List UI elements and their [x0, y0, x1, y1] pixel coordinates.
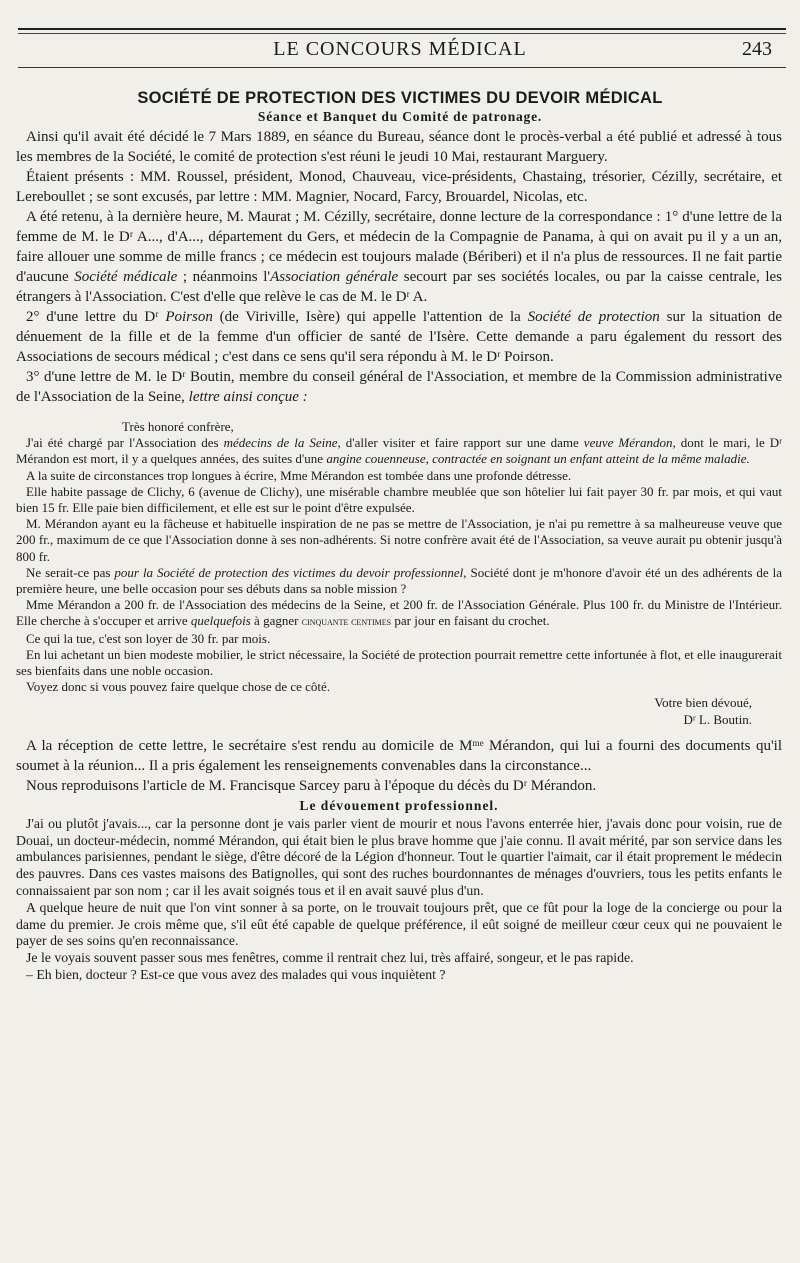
letter-paragraph: A la suite de circonstances trop longues à écrire, Mme Mérandon est tombée dans une profonde détresse. — [26, 467, 572, 483]
quote-paragraph: A quelque heure de nuit que l'on vint sonner à sa porte, on le trouvait toujours prêt, que ce fût pour la loge de la concierge ou pour la dame du premier. Je crois même que, s'il eût été capable de quelque préférence, il eût soigné de meilleur cœur ceux qui ne pouvaient le payer de ses soins qu'en reconnaissance. — [16, 899, 782, 949]
running-title: LE CONCOURS MÉDICAL — [273, 38, 527, 60]
followup-section — [16, 736, 782, 796]
paragraph: A été retenu, à la dernière heure, M. Maurat ; M. Cézilly, secrétaire, donne lecture de la correspondance : 1° d'une lettre de la femme de M. le Dʳ A..., d'A..., département du Gers, et médecin de la Compagnie de Panama, à qui on avait pu il y a un an, faire allouer une somme de mille francs ; ce médecin est toujours malade (Bériberi) et il n'a plus de ressources. Il ne fait partie d'aucune Société médicale ; néanmoins l'Association générale secourt par ses sociétés locales, ou par la caisse centrale, les étrangers à l'Association. C'est d'elle que relève le cas de M. le Dʳ A. — [16, 209, 782, 305]
article-title: SOCIÉTÉ DE PROTECTION DES VICTIMES DU DEVOIR MÉDICAL — [137, 89, 663, 107]
paragraph: Étaient présents : MM. Roussel, président, Monod, Chauveau, vice-présidents, Chastaing, trésorier, Cézilly, secrétaire, et Lereboullet ; se sont excusés, par lettre : MM. Magnier, Nocard, Farcy, Brouardel, Nicolas, etc. — [16, 169, 782, 205]
letter-paragraph: Elle habite passage de Clichy, 6 (avenue de Clichy), une misérable chambre meublée que son hôtelier lui fait payer 30 fr. par mois, et qui vaut bien 15 fr. Elle paie bien difficilement, et elle est sur le point d'être expulsée. — [16, 483, 782, 516]
letter-signature: Dʳ L. Boutin. — [683, 711, 752, 727]
page-number: 243 — [742, 38, 772, 60]
article-subtitle: Séance et Banquet du Comité de patronage. — [257, 109, 543, 124]
letter-paragraph: M. Mérandon ayant eu la fâcheuse et habituelle inspiration de ne pas se mettre de l'Association, je n'ai pu remettre à sa malheureuse veuve que 200 fr., maximum de ce que l'Association donne à ses non-adhérents. Si notre confrère avait été de l'Association, sa veuve aurait pu obtenir jusqu'à 800 fr. — [16, 516, 782, 564]
paragraph: Ainsi qu'il avait été décidé le 7 Mars 1889, en séance du Bureau, séance dont le procès-verbal a été publié et adressé à tous les membres de la Société, le comité de protection s'est réuni le jeudi 10 Mai, restaurant Marguery. — [16, 129, 782, 165]
header-rule — [18, 67, 786, 68]
letter-salutation: Très honoré confrère, — [122, 419, 234, 434]
sarcey-article — [16, 816, 782, 984]
minutes-section — [16, 127, 782, 407]
top-rule — [18, 28, 786, 30]
paragraph: A la réception de cette lettre, le secrétaire s'est rendu au domicile de Mᵐᵉ Mérandon, qui lui a fourni des documents qu'il soumet à la réunion... Il a pris également les renseignements convenables dans la circonstance... — [16, 737, 782, 774]
article-body — [16, 127, 782, 984]
letter-paragraph: J'ai été chargé par l'Association des médecins de la Seine, d'aller visiter et faire rapport sur une dame veuve Mérandon, dont le mari, le Dʳ Mérandon est mort, il y a quelques années, des suites d'une angine couenneuse, contractée en soignant un enfant atteint de la même maladie. — [16, 435, 782, 467]
quote-paragraph: J'ai ou plutôt j'avais..., car la personne dont je vais parler vient de mourir et nous l'avons enterrée hier, j'avais donc pour voisin, rue de Douai, un docteur-médecin, nommé Mérandon, qui était bien le plus brave homme que j'aie connu. Il avait mérité, par son service dans les ambulances parisiennes, pendant le siège, d'être décoré de la Légion d'honneur. Tout le quartier l'aimait, car il était proprement le médecin des pauvres. Dans ces vastes maisons des Batignolles, qui sont des ruches bourdonnantes de ménages d'ouvriers, tous les petits enfants le connaissaient par son nom ; car il les avait soignés tous et il en avait sauvé plus d'un. — [16, 815, 782, 899]
letter-paragraph: En lui achetant un bien modeste mobilier, le strict nécessaire, la Société de protection pourrait remettre cette infortunée à flot, et elle inaugurerait ses bienfaits dans une noble occasion. — [16, 646, 782, 679]
section-title: Le dévouement professionnel. — [299, 797, 499, 813]
letter-paragraph: Voyez donc si vous pouvez faire quelque chose de ce côté. — [26, 679, 331, 695]
paragraph: Nous reproduisons l'article de M. Francisque Sarcey paru à l'époque du décès du Dʳ Mérandon. — [26, 777, 597, 794]
letter-paragraph: Ne serait-ce pas pour la Société de protection des victimes du devoir professionnel, Société dont je m'honore d'avoir été un des adhérents de la première heure, une belle occasion pour ses débuts dans sa noble mission ? — [16, 564, 782, 597]
quote-paragraph: Je le voyais souvent passer sous mes fenêtres, comme il rentrait chez lui, très affairé, songeur, et le pas rapide. — [26, 950, 634, 966]
paragraph: 3° d'une lettre de M. le Dʳ Boutin, membre du conseil général de l'Association, et membre de la Commission administrative de l'Association de la Seine, lettre ainsi conçue : — [16, 369, 782, 405]
paragraph: 2° d'une lettre du Dʳ Poirson (de Viriville, Isère) qui appelle l'attention de la Société de protection sur la situation de dénuement de la fille et de la femme d'un officier de santé de l'Isère. Cette demande a paru également du ressort des Associations de secours médical ; c'est dans ce sens qu'il sera répondu à M. le Dʳ Poirson. — [16, 309, 783, 365]
boutin-letter — [16, 419, 782, 728]
top-rule-thin — [18, 33, 786, 34]
letter-paragraph: Mme Mérandon a 200 fr. de l'Association des médecins de la Seine, et 200 fr. de l'Association Générale. Plus 100 fr. du Ministre de l'Intérieur. Elle cherche à s'occuper et arrive quelquefois à gagner cinquante centimes par jour en faisant du crochet. — [16, 597, 782, 629]
letter-paragraph: Ce qui la tue, c'est son loyer de 30 fr. par mois. — [26, 630, 271, 646]
letter-closing: Votre bien dévoué, — [654, 695, 752, 711]
quote-paragraph: – Eh bien, docteur ? Est-ce que vous avez des malades qui vous inquiètent ? — [26, 967, 446, 983]
